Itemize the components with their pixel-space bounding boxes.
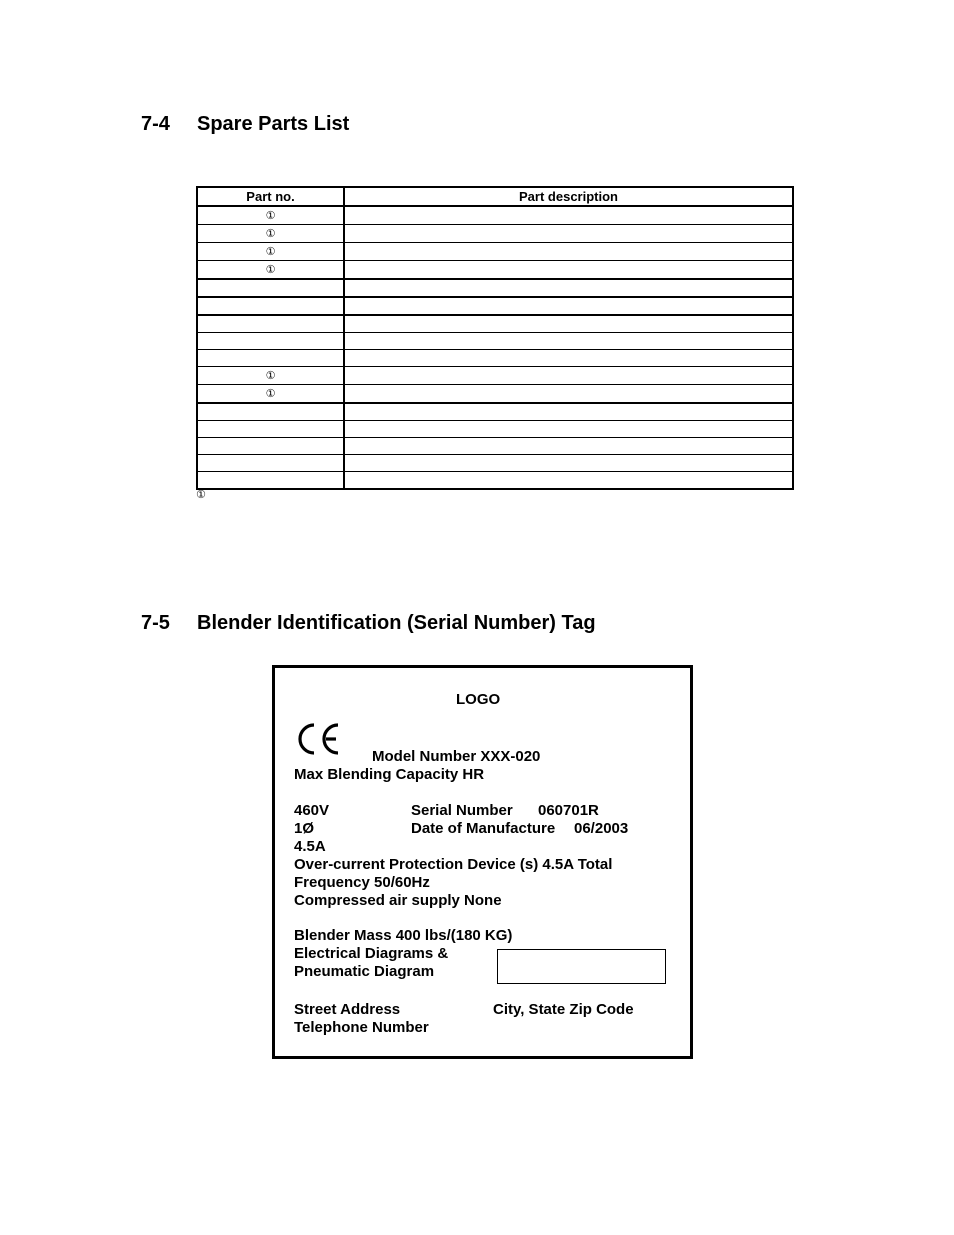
part-no-cell [197,279,344,297]
table-row [197,367,793,385]
part-no-cell [197,206,344,225]
table-row [197,333,793,350]
city-state-zip: City, State Zip Code [493,1001,634,1018]
section-heading: Spare Parts List [197,113,350,135]
serial-number-tag [272,665,693,1059]
part-no-cell [197,243,344,261]
section-title-serial-tag [141,612,596,635]
table-row [197,261,793,280]
part-no-cell [197,385,344,404]
part-no-cell [197,333,344,350]
part-no-cell [197,455,344,472]
section-heading: Blender Identification (Serial Number) Tag [197,612,596,634]
part-no-cell [197,350,344,367]
date-of-manufacture-value: 06/2003 [574,820,629,837]
compressed-air-supply: Compressed air supply None [294,892,502,909]
table-row [197,279,793,297]
tag-logo: LOGO [456,691,501,708]
table-row [197,243,793,261]
diagram-reference-box [497,949,666,984]
part-description-cell [344,206,793,225]
part-description-cell [344,297,793,315]
part-no-cell [197,225,344,243]
electrical-diagrams: Electrical Diagrams & [294,945,449,962]
voltage: 460V [294,802,330,819]
recommended-mark: ① [265,246,276,258]
frequency: Frequency 50/60Hz [294,874,430,891]
serial-number-label: Serial Number [411,802,513,819]
table-row [197,206,793,225]
part-description-cell [344,261,793,280]
part-description-cell [344,333,793,350]
recommended-mark: ① [265,388,276,400]
part-no-cell [197,367,344,385]
part-description-cell [344,403,793,421]
table-row [197,225,793,243]
part-no-cell [197,438,344,455]
section-title-spare-parts [141,113,349,136]
table-row [197,297,793,315]
part-no-cell [197,421,344,438]
part-description-cell [344,315,793,333]
column-header-part-no: Part no. [197,187,344,206]
section-number: 7-5 [141,612,170,634]
table-header-row [197,187,793,206]
part-description-cell [344,421,793,438]
phase: 1Ø [294,820,315,837]
blender-mass: Blender Mass 400 lbs/(180 KG) [294,927,513,944]
serial-number-value: 060701R [538,802,599,819]
model-number: Model Number XXX-020 [372,748,541,765]
table-footnote-mark: ① [196,489,206,501]
part-no-cell [197,472,344,490]
part-description-cell [344,279,793,297]
part-no-cell [197,297,344,315]
part-description-cell [344,455,793,472]
table-row [197,455,793,472]
recommended-mark: ① [265,264,276,276]
telephone-number: Telephone Number [294,1019,429,1036]
street-address: Street Address [294,1001,401,1018]
recommended-mark: ① [265,228,276,240]
part-no-cell [197,261,344,280]
amperage: 4.5A [294,838,326,855]
table-row [197,438,793,455]
ce-mark-icon [296,722,342,756]
overcurrent-protection: Over-current Protection Device (s) 4.5A Total [294,856,613,873]
table-row [197,385,793,404]
table-row [197,472,793,490]
part-description-cell [344,225,793,243]
recommended-mark: ① [265,210,276,222]
part-description-cell [344,472,793,490]
part-description-cell [344,438,793,455]
table-row [197,403,793,421]
column-header-part-description: Part description [344,187,793,206]
table-row [197,315,793,333]
part-no-cell [197,315,344,333]
part-description-cell [344,243,793,261]
date-of-manufacture-label: Date of Manufacture [411,820,556,837]
recommended-mark: ① [265,370,276,382]
max-capacity: Max Blending Capacity HR [294,766,485,783]
pneumatic-diagram: Pneumatic Diagram [294,963,435,980]
table-row [197,350,793,367]
part-no-cell [197,403,344,421]
section-number: 7-4 [141,113,170,135]
part-description-cell [344,367,793,385]
part-description-cell [344,385,793,404]
table-row [197,421,793,438]
spare-parts-table [196,186,794,490]
part-description-cell [344,350,793,367]
